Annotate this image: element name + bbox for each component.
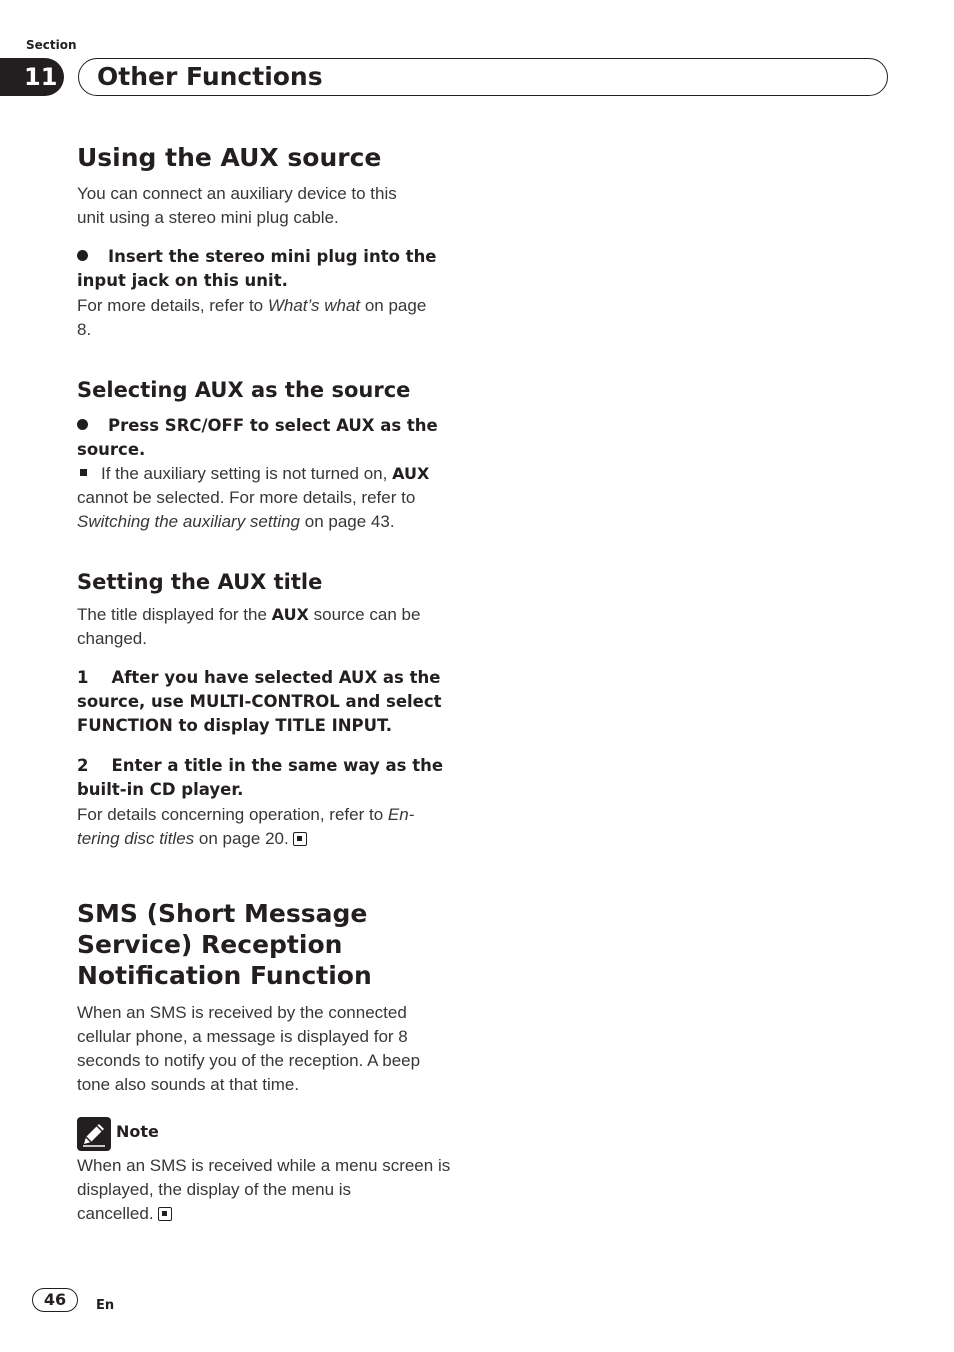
title-step-1 <box>77 666 465 738</box>
step-1-line-3: FUNCTION to display TITLE INPUT. <box>77 716 393 735</box>
title-reference <box>77 803 465 851</box>
selecting-note-bold: AUX <box>392 464 430 483</box>
aux-ref-text: For more details, refer to <box>77 296 268 315</box>
aux-bullet-line-2: input jack on this unit. <box>77 271 288 290</box>
sms-note-line-3: cancelled. <box>77 1204 154 1223</box>
page-number: 46 <box>32 1288 78 1312</box>
selecting-bullet-line-2: source. <box>77 440 146 459</box>
step-1-line-1: 1 After you have selected AUX as the <box>77 668 441 687</box>
title-ref-link-2: tering disc titles <box>77 829 195 848</box>
selecting-note <box>77 462 477 534</box>
aux-bullet-line-1: Insert the stereo mini plug into the <box>108 247 437 266</box>
aux-ref-line-2: 8. <box>77 320 92 339</box>
step-1-line-2: source, use MULTI-CONTROL and select <box>77 692 442 711</box>
aux-bullet <box>77 245 465 293</box>
bullet-icon <box>77 250 88 261</box>
step-2-line-2: built-in CD player. <box>77 780 244 799</box>
sms-body-line-4: tone also sounds at that time. <box>77 1075 300 1094</box>
title-heading: Setting the AUX title <box>77 570 323 594</box>
bullet-icon <box>77 419 88 430</box>
aux-intro <box>77 182 465 230</box>
section-label: Section <box>26 38 77 52</box>
aux-ref-text-post: on page <box>360 296 427 315</box>
aux-reference <box>77 294 465 342</box>
end-mark-icon <box>293 832 307 846</box>
selecting-bullet <box>77 414 465 462</box>
selecting-bullet-line-1: Press SRC/OFF to select AUX as the <box>108 416 438 435</box>
title-ref-link-1: En- <box>387 805 415 824</box>
title-intro <box>77 603 465 651</box>
sms-body-line-3: seconds to notify you of the reception. A beep <box>77 1051 421 1070</box>
aux-heading: Using the AUX source <box>77 143 382 172</box>
aux-intro-line-2: unit using a stereo mini plug cable. <box>77 208 339 227</box>
sms-heading-line-1: SMS (Short Message <box>77 899 368 928</box>
language-code: En <box>96 1298 115 1313</box>
note-label: Note <box>116 1122 159 1141</box>
title-step-2 <box>77 754 465 802</box>
aux-ref-link: What’s what <box>267 296 361 315</box>
title-ref-pre: For details concerning operation, refer to <box>77 805 388 824</box>
aux-intro-line-1: You can connect an auxiliary device to this <box>77 184 397 203</box>
sms-heading-line-2: Service) Reception <box>77 930 343 959</box>
sms-note <box>77 1154 477 1226</box>
section-title: Other Functions <box>97 62 323 91</box>
sms-note-line-2: displayed, the display of the menu is <box>77 1180 352 1199</box>
step-2-line-1: 2 Enter a title in the same way as the <box>77 756 444 775</box>
section-number-badge: 11 <box>0 58 64 96</box>
sms-body <box>77 1001 477 1097</box>
title-intro-bold: AUX <box>271 605 309 624</box>
selecting-note-link: Switching the auxiliary setting <box>77 512 301 531</box>
title-intro-pre: The title displayed for the <box>77 605 272 624</box>
end-mark-icon <box>158 1207 172 1221</box>
sms-heading <box>77 898 465 991</box>
selecting-note-line-2: cannot be selected. For more details, refer to <box>77 488 416 507</box>
sms-body-line-1: When an SMS is received by the connected <box>77 1003 407 1022</box>
selecting-heading: Selecting AUX as the source <box>77 378 411 402</box>
note-pencil-icon <box>77 1117 111 1151</box>
sms-heading-line-3: Notification Function <box>77 961 372 990</box>
selecting-note-post: on page 43. <box>300 512 395 531</box>
title-ref-post: on page 20. <box>194 829 289 848</box>
square-bullet-icon <box>80 469 87 476</box>
selecting-note-text: If the auxiliary setting is not turned on, <box>101 464 393 483</box>
sms-note-line-1: When an SMS is received while a menu screen is <box>77 1156 451 1175</box>
title-intro-post: source can be <box>308 605 421 624</box>
sms-body-line-2: cellular phone, a message is displayed for 8 <box>77 1027 408 1046</box>
title-intro-line-2: changed. <box>77 629 147 648</box>
